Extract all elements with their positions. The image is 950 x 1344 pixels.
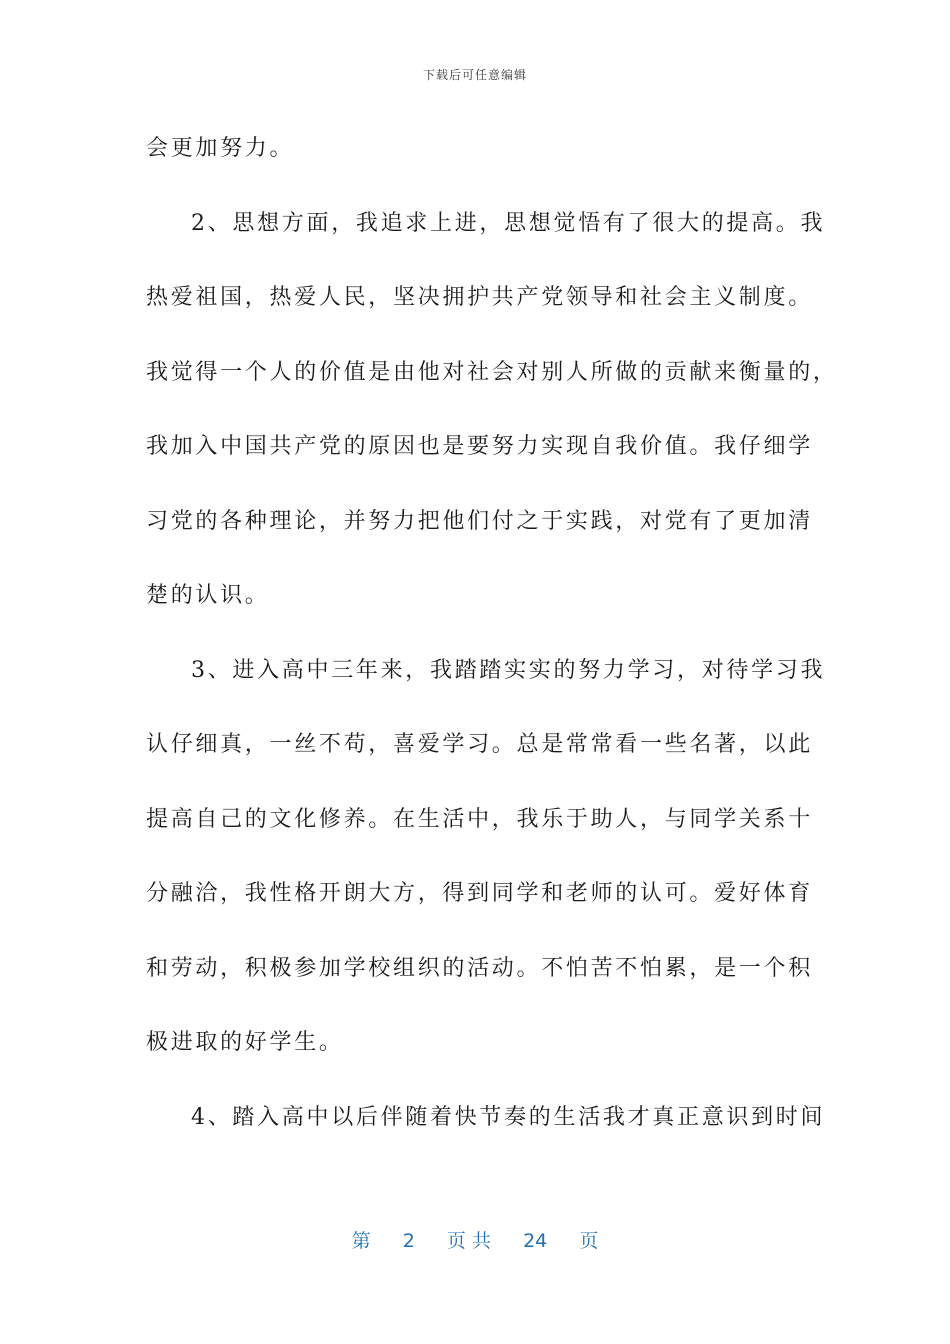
text-line: 极进取的好学生。 xyxy=(146,1030,344,1055)
text-line: 我加入中国共产党的原因也是要努力实现自我价值。我仔细学 xyxy=(146,434,813,459)
footer-suffix: 页 xyxy=(579,1230,599,1252)
text-line: 会更加努力。 xyxy=(146,136,295,161)
total-pages-number: 24 xyxy=(523,1230,548,1252)
page-number-footer xyxy=(0,1226,950,1253)
text-line: 认仔细真，一丝不苟，喜爱学习。总是常常看一些名著，以此 xyxy=(146,732,813,757)
text-line: 和劳动，积极参加学校组织的活动。不怕苦不怕累，是一个积 xyxy=(146,955,813,981)
paragraph-start-line: 3、进入高中三年来，我踏踏实实的努力学习，对待学习我 xyxy=(191,657,826,683)
text-line: 我觉得一个人的价值是由他对社会对别人所做的贡献来衡量的， xyxy=(146,359,838,385)
text-line: 提高自己的文化修养。在生活中，我乐于助人，与同学关系十 xyxy=(146,806,813,832)
paragraph-start-line: 2、思想方面，我追求上进，思想觉悟有了很大的提高。我 xyxy=(191,210,826,236)
body-text xyxy=(146,112,838,1155)
current-page-number: 2 xyxy=(402,1230,415,1252)
footer-prefix: 第 xyxy=(351,1230,371,1252)
header-note: 下载后可任意编辑 xyxy=(422,68,527,82)
text-line: 楚的认识。 xyxy=(146,583,270,608)
paragraph-start-line: 4、踏入高中以后伴随着快节奏的生活我才真正意识到时间 xyxy=(191,1104,826,1130)
footer-middle: 页 共 xyxy=(446,1230,491,1252)
text-line: 分融洽，我性格开朗大方，得到同学和老师的认可。爱好体育 xyxy=(146,881,813,906)
text-line: 热爱祖国，热爱人民，坚决拥护共产党领导和社会主义制度。 xyxy=(146,285,813,310)
text-line: 习党的各种理论，并努力把他们付之于实践，对党有了更加清 xyxy=(146,508,813,534)
